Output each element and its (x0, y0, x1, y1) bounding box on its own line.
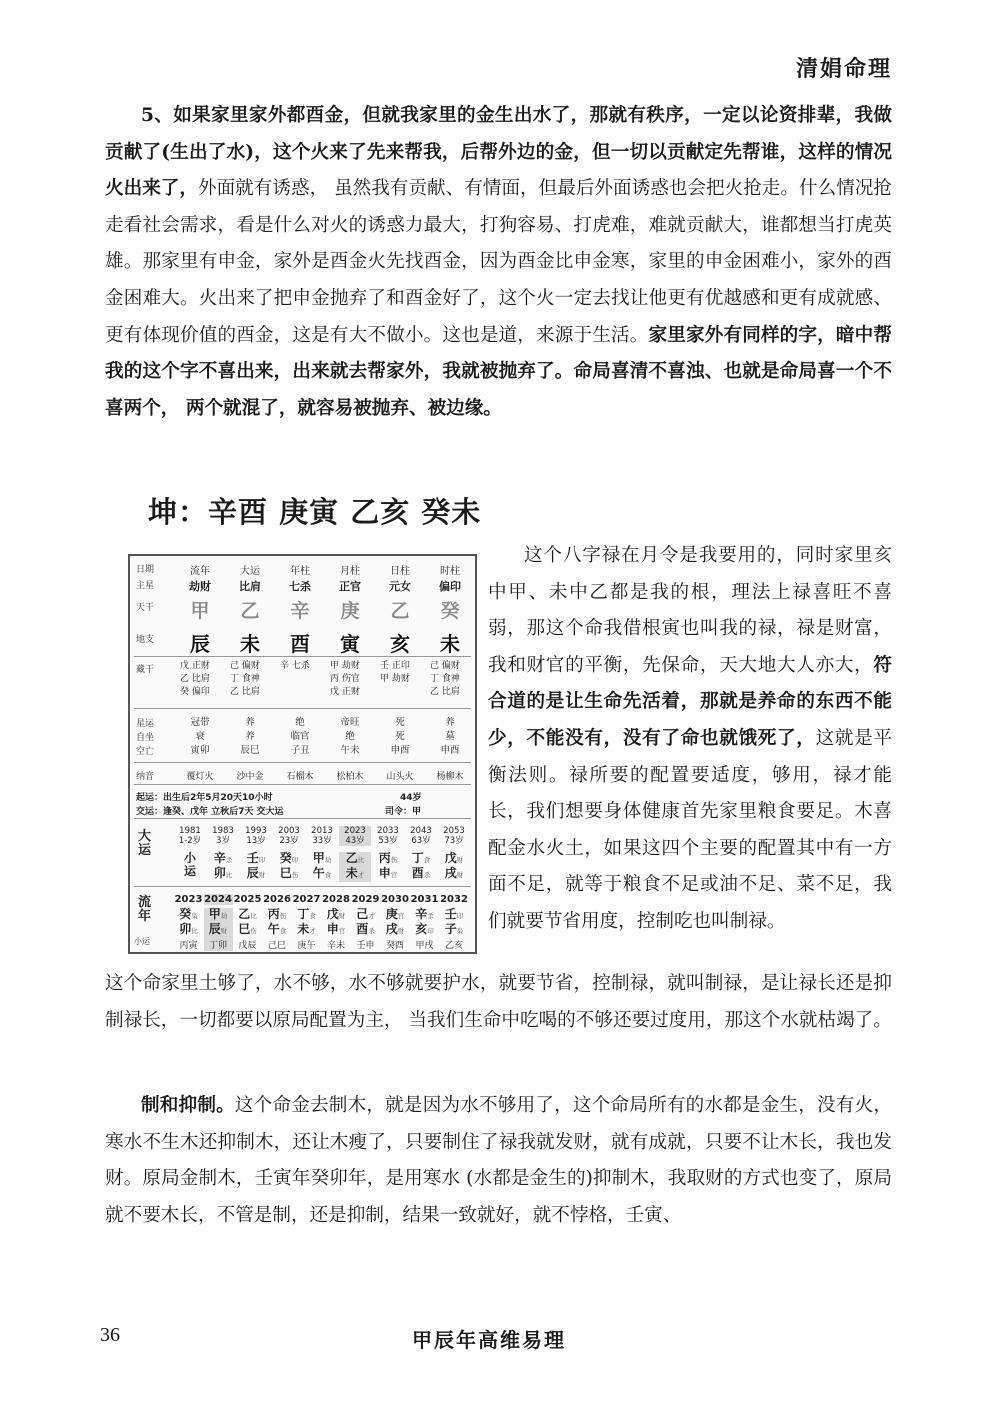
divider (134, 818, 471, 819)
page-number: 36 (100, 1324, 120, 1346)
xiaoyun-pillar: 乙亥 (444, 941, 463, 951)
heavenly-stem: 辛 (290, 600, 310, 622)
divider (134, 762, 471, 763)
dayun-pillar: 戊财 戌财 (444, 851, 464, 880)
xiaoyun-pillar: 壬申 (356, 941, 375, 951)
side-paragraph (488, 538, 892, 941)
dayun-label: 大 运 (138, 829, 152, 858)
main-star: 劫财 (189, 580, 211, 593)
earthly-branch: 未 (240, 632, 260, 656)
row-label: 日期 (136, 565, 155, 575)
liunian-pillar: 丁食 未才 (297, 907, 316, 936)
earthly-branch: 酉 (290, 632, 310, 656)
dayun-year: 1983 3岁 (212, 826, 234, 846)
liunian-year: 2028 (322, 894, 350, 905)
dayun-year: 1993 13岁 (245, 826, 267, 846)
star-luck: 死 死 申酉 (390, 717, 410, 756)
para-segment: 外面就有诱惑， 虽然我有贡献、有情面，但最后外面诱惑也会把火抢走。什么情况抢走看社会需求，看是什么对火的诱惑力最大，打狗容易、打虎难，难就贡献大，谁都想当打虎英雄。那家里有申金，家外是酉金火先找酉金，因为酉金比申金寒，家里的申金困难小，家外的酉金困难大。火出来了把申金抛弃了和酉金好了，这个火一定去找让他更有优越感和更有成就感、更有体现价值的酉金，这是有大不做小。这也是道，来源于生活。 (105, 178, 892, 346)
dayun-pillar: 癸印 巳伤 (279, 851, 299, 880)
xiaoyun-pillar: 戊辰 (238, 941, 257, 951)
liunian-year: 2027 (292, 894, 321, 905)
liunian-pillar: 戊财 申官 (326, 907, 346, 936)
running-header: 清娟命理 (795, 56, 892, 82)
liunian-pillar: 辛杀 亥印 (415, 907, 434, 936)
xiaoyun-pillar: 己巳 (267, 941, 286, 951)
hidden-stems: 辛 七杀 (280, 661, 310, 671)
hidden-stems: 己 偏财 丁 食神 乙 比肩 (230, 661, 260, 697)
liunian-year: 2024 (204, 894, 232, 905)
para-segment: 制和抑制。 (141, 1095, 235, 1116)
row-label: 主星 (136, 581, 155, 591)
star-luck: 绝 临官 子丑 (290, 717, 310, 756)
liunian-pillar: 壬印 子枭 (444, 907, 464, 936)
liunian-pillar: 己才 酉杀 (356, 907, 375, 936)
pillar-header: 日柱 (390, 566, 410, 577)
earthly-branch: 寅 (340, 632, 360, 656)
star-luck: 帝旺 绝 午未 (340, 717, 360, 756)
heavenly-stem: 乙 (390, 600, 410, 622)
earthly-branch: 亥 (390, 632, 410, 656)
row-label: 地支 (136, 635, 155, 645)
xiaoyun-pillar: 庚午 (297, 941, 316, 951)
nayin: 石榴木 (286, 772, 314, 782)
chart-heading: 坤：辛酉 庚寅 乙亥 癸未 (148, 495, 482, 529)
liunian-year: 2026 (263, 894, 291, 905)
main-star: 七杀 (289, 580, 311, 593)
paragraph-5 (105, 98, 892, 427)
row-label: 星运 (136, 719, 155, 729)
dayun-year: 2033 53岁 (377, 826, 399, 846)
main-star: 比肩 (239, 580, 261, 593)
divider (134, 708, 471, 709)
liunian-pillar: 丙伤 午食 (267, 907, 287, 936)
dayun-pillar: 辛杀 卯比 (213, 851, 233, 880)
hidden-stems: 壬 正印 甲 劫财 (380, 661, 410, 684)
liunian-pillar: 庚官 戌财 (385, 907, 405, 936)
divider (134, 886, 471, 887)
star-luck: 养 养 辰巳 (240, 717, 260, 756)
dayun-pillar: 丙伤 申官 (378, 851, 398, 880)
qiyun-text: 起运：出生后2年5月20天10小时 (136, 793, 273, 803)
liunian-year: 2029 (351, 894, 380, 905)
paragraph-continued: 这个命家里土够了，水不够，水不够就要护水，就要节省，控制禄，就叫制禄，是让禄长还是抑制禄长，一切都要以原局配置为主， 当我们生命中吃喝的不够还要过度用，那这个水就枯竭了。 (105, 973, 892, 1031)
heavenly-stem: 甲 (190, 600, 210, 622)
pillar-header: 大运 (240, 566, 260, 577)
xiaoyun-label: 小运 (134, 937, 150, 946)
para-segment: 这个命金去制木，就是因为水不够用了，这个命局所有的水都是金生，没有火，寒水不生木还抑制木，还让木瘦了，只要制住了禄我就发财，就有成就，只要不让木长，我也发财。原局金制木，壬寅年癸卯年，是用寒水 (水都是金生的)抑制木，我取财的方式也变了，原局就不要木长，不管是制，还是抑制，结果一致就好，就不悖格，壬寅、 (105, 1095, 892, 1226)
pillar-header: 时柱 (440, 566, 460, 577)
liunian-label: 流 年 (138, 895, 152, 924)
liunian-year: 2032 (440, 894, 468, 905)
bazi-chart-image (128, 554, 477, 954)
para-segment: 5、如果家里家外都酉金，但就我家里的金生出水了，那就有秩序，一定以论资排辈，我做贡献了(生出了水)，这个火来了先来帮我，后帮外边的金，但一切以贡献定先帮谁，这样的情况火出来了， (105, 105, 892, 200)
para-segment: 家里家外有同样的字，暗中帮我的这个字不喜出来，出来就去帮家外，我就被抛弃了。命局喜清不喜浊、也就是命局喜一个不喜两个， 两个就混了，就容易被抛弃、被边缘。 (105, 324, 892, 419)
dayun-year: 2053 73岁 (443, 826, 465, 846)
dayun-pillar: 丁食 酉杀 (411, 851, 431, 880)
dayun-year: 2013 33岁 (311, 826, 333, 846)
pillar-header: 年柱 (290, 566, 310, 577)
dayun-year: 2043 63岁 (410, 826, 432, 846)
running-footer: 甲辰年高维易理 (412, 1328, 566, 1352)
xiaoyun-pillar: 癸酉 (385, 941, 404, 951)
xiaoyun-pillar: 辛未 (326, 941, 345, 951)
para-segment: 符合道的是让生命先活着，那就是养命的东西不能少，不能没有，没有了命也就饿死了， (488, 654, 892, 749)
xiaoyun-pillar: 丙寅 (179, 941, 198, 951)
nayin: 覆灯火 (186, 772, 214, 782)
main-star: 正官 (339, 580, 361, 593)
main-star: 元女 (389, 580, 411, 593)
row-label: 空亡 (136, 747, 155, 757)
nayin: 杨柳木 (436, 772, 464, 782)
heavenly-stem: 癸 (440, 600, 460, 622)
dayun-pillar: 甲劫 午食 (312, 851, 332, 880)
row-label: 天干 (136, 603, 155, 613)
liunian-pillar: 癸枭 卯比 (179, 907, 198, 936)
dayun-pillar: 壬印 辰财 (246, 851, 266, 880)
liunian-year: 2031 (410, 894, 439, 905)
para-segment: 这个八字禄在月令是我要用的，同时家里亥中甲、未中乙都是我的根，理法上禄喜旺不喜弱，那这个命我借根寅也叫我的禄，禄是财富，我和财官的平衡，先保命，天大地大人亦大， (488, 545, 892, 676)
siling-text: 司令：甲 (385, 807, 422, 817)
para-segment: 这就是平衡法则。禄所要的配置要适度，够用，禄才能长，我们想要身体健康首先家里粮食要足。木喜配金水火土，如果这四个主要的配置其中有一方面不足，就等于粮食不足或油不足、菜不足，我们就要节省用度，控制吃也叫制禄。 (488, 727, 892, 932)
nayin: 山头火 (386, 772, 414, 782)
earthly-branch: 辰 (190, 632, 210, 656)
star-luck: 冠带 衰 寅卯 (190, 717, 210, 756)
dayun-year: 2003 23岁 (278, 826, 300, 846)
row-label: 自坐 (136, 733, 155, 743)
dayun-pillar: 小 运 (183, 851, 196, 878)
hidden-stems: 戊 正财 乙 比肩 癸 偏印 (180, 661, 210, 697)
xiaoyun-pillar: 甲戌 (415, 941, 434, 951)
hidden-stems: 甲 劫财 丙 伤官 戊 正财 (330, 661, 360, 697)
liunian-year: 2030 (381, 894, 409, 905)
heavenly-stem: 庚 (340, 600, 360, 622)
heavenly-stem: 乙 (240, 600, 260, 622)
liunian-pillar: 甲劫 辰财 (204, 908, 233, 938)
liunian-year: 2023 (174, 894, 203, 905)
jiaoyun-text: 交运：逢癸、戊年 立秋后7天 交大运 (136, 807, 284, 817)
nayin: 松柏木 (336, 772, 364, 782)
pillar-header: 流年 (190, 566, 210, 577)
dayun-year: 1981 1-2岁 (178, 826, 202, 846)
dayun-pillar: 乙比 未才 (339, 852, 371, 882)
dayun-year: 2023 43岁 (339, 826, 371, 846)
hidden-stems: 己 偏财 丁 食神 乙 比肩 (430, 661, 460, 697)
row-label: 藏干 (136, 665, 155, 675)
main-star: 偏印 (439, 580, 461, 593)
liunian-pillar: 乙比 巳伤 (238, 907, 257, 936)
divider (134, 784, 471, 785)
age-text: 44岁 (400, 793, 422, 803)
row-label: 纳音 (136, 772, 155, 782)
xiaoyun-pillar: 丁卯 (204, 938, 233, 951)
star-luck: 养 墓 申酉 (440, 717, 460, 756)
paragraph-zhi (105, 1088, 892, 1234)
liunian-year: 2025 (233, 894, 262, 905)
pillar-header: 月柱 (340, 566, 360, 577)
nayin: 沙中金 (236, 772, 264, 782)
earthly-branch: 未 (440, 632, 460, 656)
